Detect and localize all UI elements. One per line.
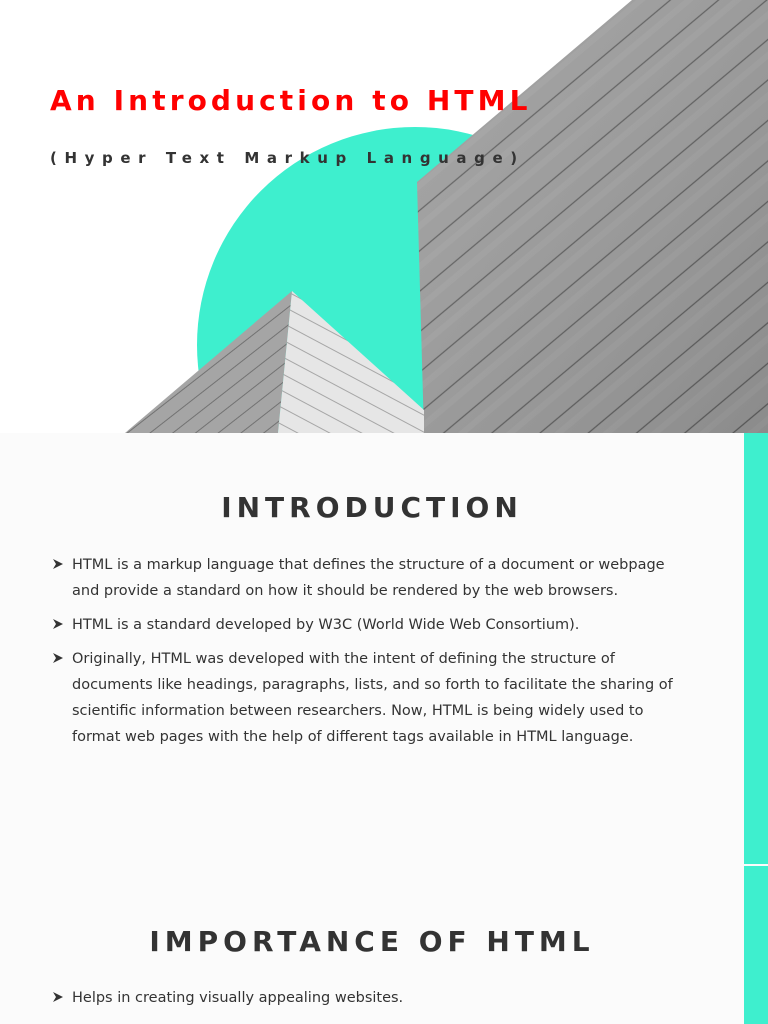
bullet-text: Originally, HTML was developed with the intent of defining the structure of documents like headings, paragraphs, lists, and so forth to facilitate the sharing of scientific information between researchers. Now, HTML is being widely used to format web pages with the help of different tags available in HTML language. [72,651,673,745]
title-slide [0,0,768,433]
arrowhead-bullet-icon [52,652,64,664]
building-photo [0,0,768,433]
arrowhead-bullet-icon [52,558,64,570]
introduction-heading: INTRODUCTION [221,491,523,524]
introduction-list [52,552,677,758]
bullet-text: HTML is a markup language that defines the structure of a document or webpage and provide a standard on how it should be rendered by the web browsers. [72,557,665,599]
list-item [52,646,677,750]
importance-list [52,985,677,1019]
presentation-title: An Introduction to HTML [50,84,532,117]
accent-bar [744,433,768,864]
arrowhead-bullet-icon [52,618,64,630]
list-item [52,612,677,638]
importance-heading: IMPORTANCE OF HTML [149,925,595,958]
presentation-subtitle: (Hyper Text Markup Language) [50,149,525,167]
bullet-text: HTML is a standard developed by W3C (World Wide Web Consortium). [72,617,580,633]
arrowhead-bullet-icon [52,991,64,1003]
content-slide [0,433,768,1024]
list-item [52,985,677,1011]
accent-bar-next [744,866,768,1024]
bullet-text: Helps in creating visually appealing websites. [72,990,404,1006]
list-item [52,552,677,604]
